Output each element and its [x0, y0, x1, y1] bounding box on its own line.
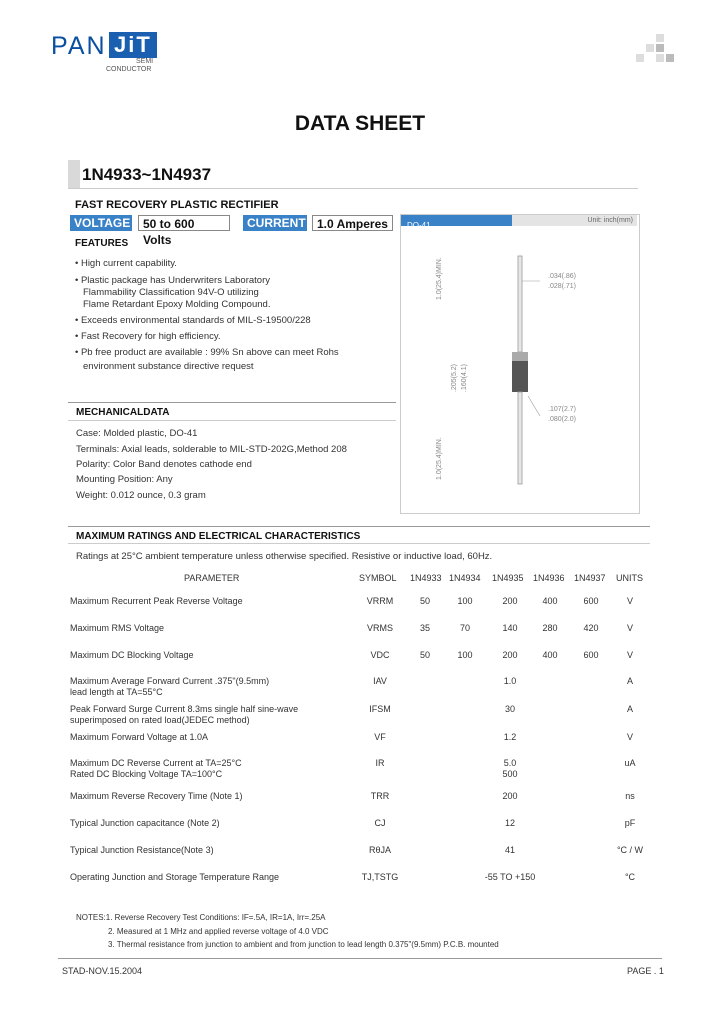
table-row	[70, 623, 650, 647]
value-cell: 420	[583, 623, 599, 633]
table-row	[70, 845, 650, 869]
value-cell: 200	[502, 650, 518, 660]
value-cell: 35	[419, 623, 430, 633]
footer-date: STAD-NOV.15.2004	[62, 966, 143, 976]
symbol-cell: VRRM	[366, 596, 394, 606]
package-name: DO-41	[407, 221, 431, 230]
value-cell: 280	[542, 623, 558, 633]
column-header: 1N4935	[492, 573, 524, 583]
unit-cell: A	[626, 676, 633, 686]
unit-cell: V	[626, 732, 633, 742]
note-3: 3. Thermal resistance from junction to ambient and from junction to lead length 0.375"(9.5mm) P.C.B. mounted	[108, 940, 499, 949]
table-row	[70, 650, 650, 674]
part-number-accent	[68, 160, 80, 188]
table-row	[70, 818, 650, 842]
table-row	[70, 596, 650, 620]
unit-cell: V	[626, 650, 633, 660]
product-subtitle: FAST RECOVERY PLASTIC RECTIFIER	[75, 199, 279, 211]
divider	[58, 958, 662, 959]
column-header: 1N4937	[574, 573, 606, 583]
divider	[68, 526, 650, 527]
unit-cell: V	[626, 623, 633, 633]
feature-item: • Exceeds environmental standards of MIL-S-19500/228	[75, 315, 311, 326]
parameter-cell: Maximum DC Reverse Current at TA=25°C Rated DC Blocking Voltage TA=100°C	[70, 758, 242, 779]
part-number: 1N4933~1N4937	[82, 165, 212, 184]
mechanical-item: Weight: 0.012 ounce, 0.3 gram	[76, 490, 206, 501]
voltage-label-badge: VOLTAGE	[70, 215, 132, 231]
lead-length-top-label: 1.0(25.4)MIN.	[436, 257, 443, 300]
parameter-cell: Maximum DC Blocking Voltage	[70, 650, 194, 660]
logo-semi-line: SEMI	[136, 58, 154, 65]
value-cell: 100	[457, 650, 473, 660]
value-cell: 12	[504, 818, 515, 828]
body-length-max: .205(5.2)	[451, 363, 458, 392]
mechanical-item: Terminals: Axial leads, solderable to MIL-STD-202G,Method 208	[76, 444, 347, 455]
value-cell: 100	[457, 596, 473, 606]
ratings-heading: MAXIMUM RATINGS AND ELECTRICAL CHARACTERISTICS	[76, 531, 361, 542]
feature-item: Flammability Classification 94V-O utilizing	[83, 287, 259, 298]
table-row	[70, 676, 650, 700]
value-cell: 600	[583, 650, 599, 660]
symbol-cell: IFSM	[369, 704, 391, 714]
current-value-badge: 1.0 Amperes	[312, 215, 393, 231]
parameter-cell: Typical Junction Resistance(Note 3)	[70, 845, 214, 855]
body-length-label	[450, 352, 470, 392]
parameter-cell: Maximum Average Forward Current .375"(9.5mm) lead length at TA=55°C	[70, 676, 270, 697]
value-cell: 200	[502, 791, 518, 801]
unit-label: Unit: inch(mm)	[587, 217, 633, 224]
feature-item: Flame Retardant Epoxy Molding Compound.	[83, 299, 271, 310]
body-diameter-label	[548, 405, 576, 425]
unit-cell: °C	[624, 872, 636, 882]
divider	[68, 402, 396, 403]
table-row	[70, 758, 650, 782]
logo-conductor-line: CONDUCTOR	[106, 66, 152, 73]
unit-cell: V	[626, 596, 633, 606]
parameter-cell: Operating Junction and Storage Temperature Range	[70, 872, 279, 882]
note-2: 2. Measured at 1 MHz and applied reverse voltage of 4.0 VDC	[108, 927, 329, 936]
column-header: UNITS	[616, 573, 643, 583]
symbol-cell: VDC	[370, 650, 390, 660]
mechanical-item: Mounting Position: Any	[76, 474, 173, 485]
divider	[68, 188, 638, 189]
feature-item: • Pb free product are available : 99% Sn above can meet Rohs	[75, 347, 339, 358]
note-1: NOTES:1. Reverse Recovery Test Conditions: IF=.5A, IR=1A, Irr=.25A	[76, 913, 326, 922]
feature-item: • Fast Recovery for high efficiency.	[75, 331, 221, 342]
value-cell: 1.2	[503, 732, 517, 742]
lead-top	[518, 256, 522, 352]
value-cell: 70	[459, 623, 470, 633]
voltage-value-badge: 50 to 600 Volts	[138, 215, 230, 231]
table-row	[70, 872, 650, 896]
mechanical-item: Case: Molded plastic, DO-41	[76, 428, 198, 439]
unit-cell: °C / W	[616, 845, 644, 855]
parameter-cell: Maximum Forward Voltage at 1.0A	[70, 732, 209, 742]
value-cell: 400	[542, 596, 558, 606]
symbol-cell: RθJA	[368, 845, 391, 855]
current-label-badge: CURRENT	[243, 215, 307, 231]
parameter-cell: Typical Junction capacitance (Note 2)	[70, 818, 220, 828]
value-cell: 41	[504, 845, 515, 855]
table-row	[70, 732, 650, 756]
column-header: SYMBOL	[359, 573, 397, 583]
symbol-cell: IR	[375, 758, 385, 768]
body-diameter-max: .107(2.7)	[548, 406, 577, 413]
lead-bottom	[518, 392, 522, 484]
value-cell: 5.0 500	[502, 758, 518, 779]
cathode-band	[512, 352, 528, 361]
column-header: PARAMETER	[184, 573, 240, 583]
symbol-cell: TJ,TSTG	[361, 872, 399, 882]
logo-pan-text: PAN	[51, 32, 107, 60]
features-heading: FEATURES	[75, 238, 129, 249]
lead-diameter-label	[548, 272, 576, 292]
value-cell: 600	[583, 596, 599, 606]
feature-item: • High current capability.	[75, 258, 177, 269]
value-cell: 50	[419, 650, 430, 660]
value-cell: -55 TO +150	[484, 872, 536, 882]
lead-diameter-max: .034(.86)	[548, 273, 577, 280]
value-cell: 50	[419, 596, 430, 606]
divider	[68, 420, 396, 421]
column-header: 1N4936	[533, 573, 565, 583]
lead-diameter-min: .028(.71)	[548, 283, 577, 290]
value-cell: 1.0	[503, 676, 517, 686]
unit-header	[512, 215, 637, 226]
page-title: DATA SHEET	[294, 112, 426, 135]
mechanical-item: Polarity: Color Band denotes cathode end	[76, 459, 252, 470]
value-cell: 200	[502, 596, 518, 606]
parameter-cell: Maximum RMS Voltage	[70, 623, 165, 633]
unit-cell: pF	[624, 818, 636, 828]
ratings-intro: Ratings at 25°C ambient temperature unless otherwise specified. Resistive or inductive load, 60Hz.	[76, 551, 493, 562]
symbol-cell: VRMS	[366, 623, 393, 633]
symbol-cell: TRR	[370, 791, 390, 801]
unit-cell: ns	[625, 791, 635, 801]
package-header	[401, 215, 512, 230]
lead-length-bottom-label: 1.0(25.4)MIN.	[436, 437, 443, 480]
footer-page: PAGE . 1	[627, 966, 664, 976]
parameter-cell: Maximum Reverse Recovery Time (Note 1)	[70, 791, 243, 801]
table-row	[70, 791, 650, 815]
parameter-cell: Peak Forward Surge Current 8.3ms single half sine-wave superimposed on rated load(JEDEC method)	[70, 704, 299, 725]
unit-cell: uA	[624, 758, 636, 768]
divider	[68, 543, 650, 544]
symbol-cell: VF	[374, 732, 386, 742]
value-cell: 400	[542, 650, 558, 660]
column-header: 1N4933	[410, 573, 442, 583]
table-row	[70, 704, 650, 728]
parameter-cell: Maximum Recurrent Peak Reverse Voltage	[70, 596, 243, 606]
feature-item: environment substance directive request	[83, 361, 254, 372]
logo-jit-text: JiT	[109, 32, 157, 58]
value-cell: 140	[502, 623, 518, 633]
mechanical-heading: MECHANICALDATA	[76, 407, 170, 418]
body-diameter-min: .080(2.0)	[548, 416, 577, 423]
value-cell: 30	[504, 704, 515, 714]
column-header: 1N4934	[449, 573, 481, 583]
unit-cell: A	[626, 704, 633, 714]
symbol-cell: IAV	[373, 676, 387, 686]
logo-subtitle	[106, 58, 154, 74]
body-length-min: .160(4.1)	[461, 363, 468, 392]
feature-item: • Plastic package has Underwriters Laboratory	[75, 275, 271, 286]
symbol-cell: CJ	[374, 818, 386, 828]
